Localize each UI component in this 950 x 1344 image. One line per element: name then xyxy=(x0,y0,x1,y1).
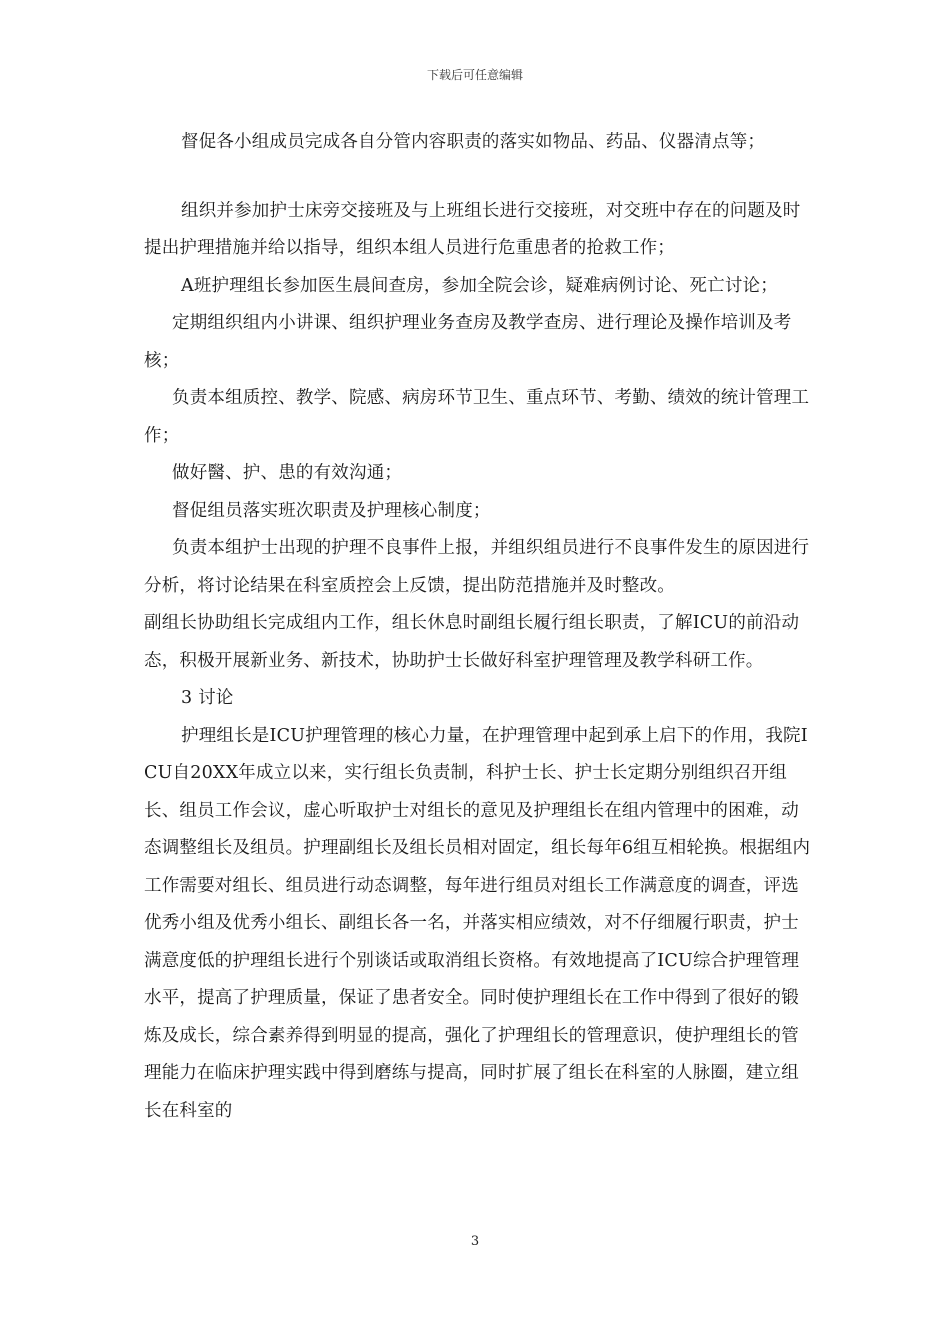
paragraph-training: 定期组织组内小讲课、组织护理业务查房及教学查房、进行理论及操作培训及考核； xyxy=(144,313,792,371)
section-heading-discussion: 3 讨论 xyxy=(181,688,234,708)
paragraph-quality-control: 负责本组质控、教学、院感、病房环节卫生、重点环节、考勤、绩效的统计管理工作； xyxy=(144,388,810,446)
paragraph-adverse-events: 负责本组护士出现的护理不良事件上报，并组织组员进行不良事件发生的原因进行分析，将讨论结果在科室质控会上反馈，提出防范措施并及时整改。 xyxy=(144,538,810,596)
paragraph-shift-handover: 组织并参加护士床旁交接班及与上班组长进行交接班，对交班中存在的问题及时提出护理措施并给以指导，组织本组人员进行危重患者的抢救工作； xyxy=(144,200,801,258)
paragraph-supervise-inventory: 督促各小组成员完成各自分管内容职责的落实如物品、药品、仪器清点等； xyxy=(181,132,766,152)
paragraph-deputy-leader: 副组长协助组长完成组内工作，组长休息时副组长履行组长职责，了解ICU的前沿动态，积极开展新业务、新技术，协助护士长做好科室护理管理及教学科研工作。 xyxy=(144,613,800,671)
paragraph-communication: 做好醫、护、患的有效沟通； xyxy=(172,463,403,483)
page-header: 下载后可任意编辑 xyxy=(426,68,523,82)
page-number: 3 xyxy=(470,1234,480,1249)
paragraph-ward-rounds: A班护理组长参加医生晨间查房，参加全院会诊，疑难病例讨论、死亡讨论； xyxy=(181,275,778,296)
paragraph-discussion-body: 护理组长是ICU护理管理的核心力量，在护理管理中起到承上启下的作用，我院ICU自20XX年成立以来，实行组长负责制，科护士长、护士长定期分别组织召开组长、组员工作会议，虚心听取护士对组长的意见及护理组长在组内管理中的困难，动态调整组长及组员。护理副组长及组长员相对固定，组长每年6组互相轮换。根据组内工作需要对组长、组员进行动态调整，每年进行组员对组长工作满意度的调查，评选优秀小组及优秀小组长、副组长各一名，并落实相应绩效，对不仔细履行职责，护士满意度低的护理组长进行个别谈话或取消组长资格。有效地提高了ICU综合护理管理水平，提高了护理质量，保证了患者安全。同时使护理组长在工作中得到了很好的锻炼及成长，综合素养得到明显的提高，强化了护理组长的管理意识，使护理组长的管理能力在临床护理实践中得到磨练与提高，同时扩展了组长在科室的人脉圈，建立组长在科室的 xyxy=(144,725,811,1121)
paragraph-core-system: 督促组员落实班次职责及护理核心制度； xyxy=(172,500,491,521)
document-body xyxy=(144,124,812,1130)
